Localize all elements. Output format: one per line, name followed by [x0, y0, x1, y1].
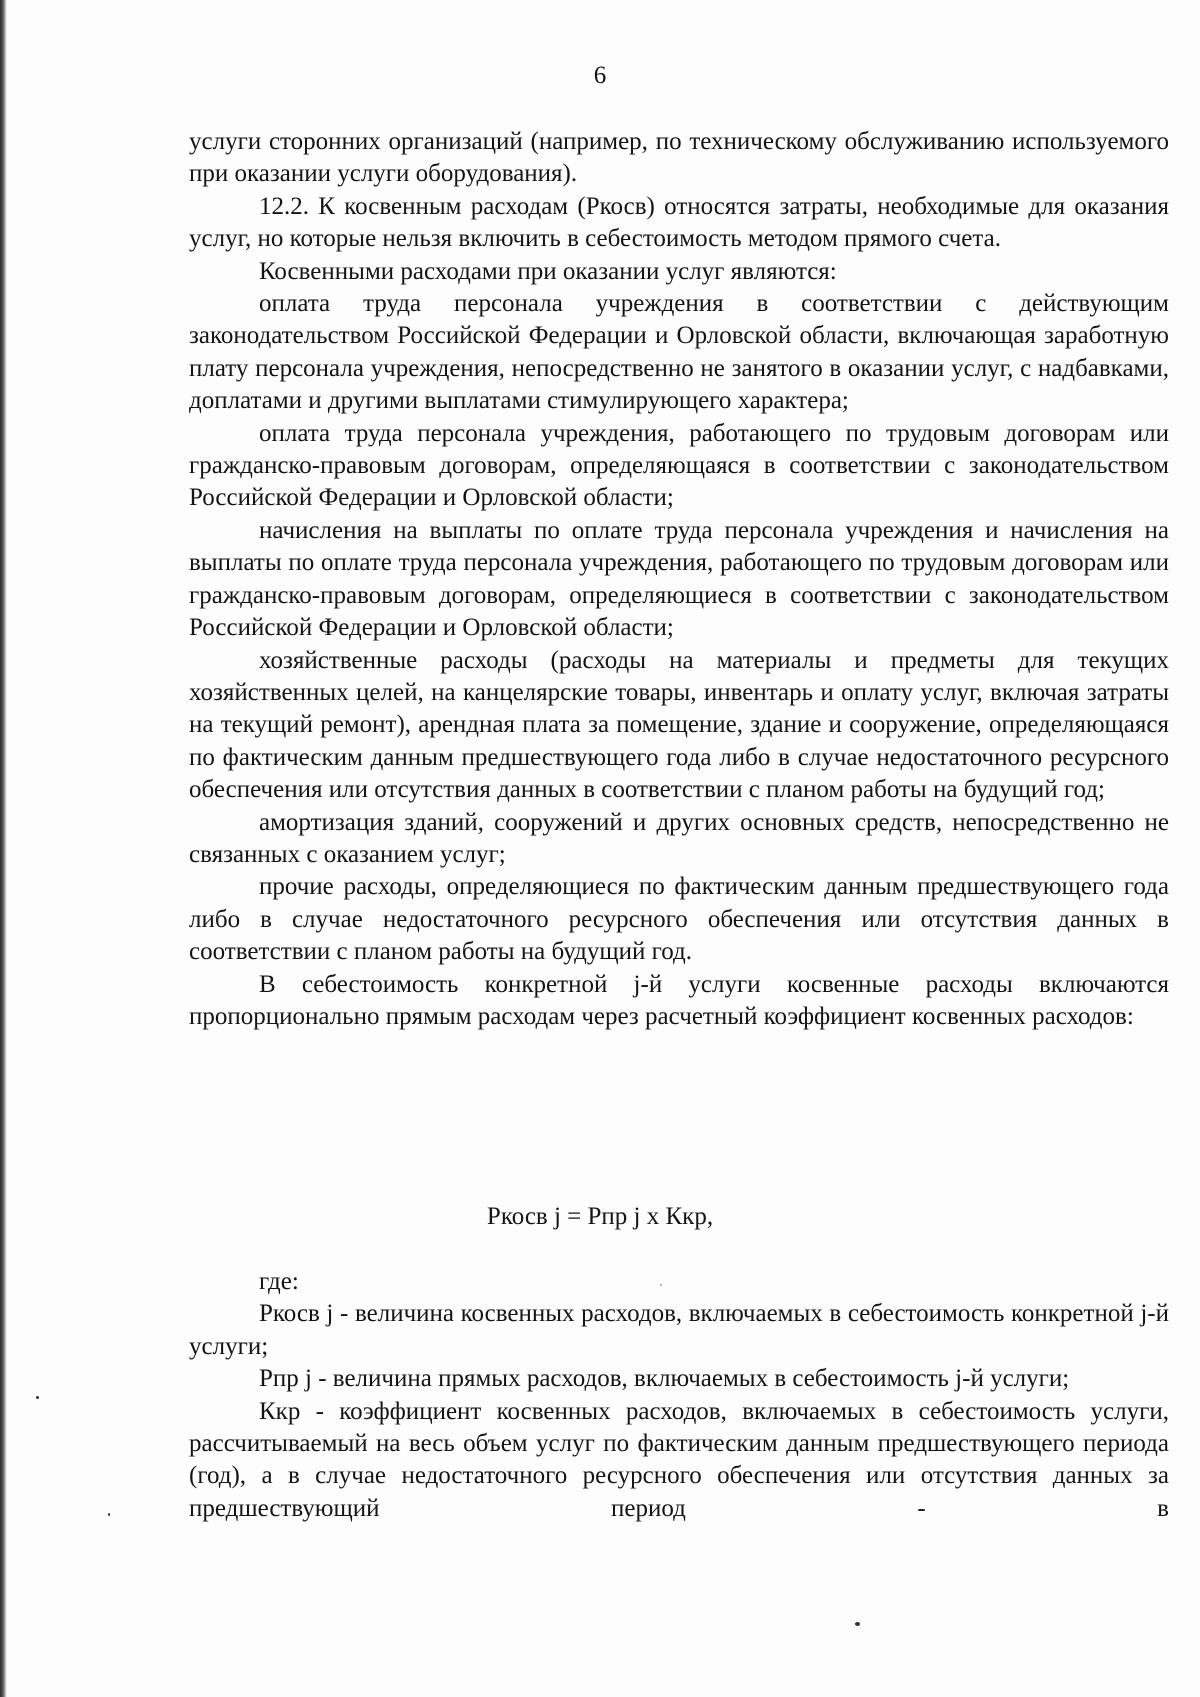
body-text [189, 126, 1169, 1033]
paragraph: Косвенными расходами при оказании услуг являются: [259, 257, 837, 285]
definition-item: Рпр j - величина прямых расходов, включаемых в себестоимость j-й услуги; [259, 1365, 1070, 1393]
scan-speck [855, 1622, 860, 1626]
scan-speck [108, 1513, 110, 1516]
formula: Ркосв j = Рпр j х Ккр, [486, 1203, 714, 1230]
page-number: 6 [593, 62, 607, 89]
paragraph: услуги сторонних организаций (например, по техническому обслуживанию используемого при оказании услуги оборудования). [189, 128, 1169, 188]
paragraph: начисления на выплаты по оплате труда персонала учреждения и начисления на выплаты по оплате труда персонала учреждения, работающего по трудовым договорам или гражданско-правовым договорам, определяющиеся в соответствии с законодательством Российской Федерации и Орловской области; [189, 516, 1169, 642]
paragraph: хозяйственные расходы (расходы на материалы и предметы для текущих хозяйственных целей, на канцелярские товары, инвентарь и оплату услуг, включая затраты на текущий ремонт), арендная плата за помещение, здание и сооружение, определяющаяся по фактическим данным предшествующего года либо в случае недостаточного ресурсного обеспечения или отсутствия данных в соответствии с планом работы на будущий год; [189, 646, 1169, 804]
definitions [189, 1266, 1169, 1525]
scan-speck [660, 1284, 662, 1286]
scan-edge [0, 0, 7, 1697]
paragraph: оплата труда персонала учреждения в соответствии с действующим законодательством Российской Федерации и Орловской области, включающая заработную плату персонала учреждения, непосредственно не занятого в оказании услуг, с надбавками, доплатами и другими выплатами стимулирующего характера; [189, 290, 1169, 415]
definitions-intro: где: [259, 1268, 299, 1295]
scan-speck [36, 1396, 39, 1399]
definition-item: Ккр - коэффициент косвенных расходов, включаемых в себестоимость услуги, рассчитываемый на весь объем услуг по фактическим данным предшествующего периода (год), а в случае недостаточного ресурсного обеспечения или отсутствия данных за предшествующий период - в [189, 1397, 1169, 1522]
paragraph: В себестоимость конкретной j-й услуги косвенные расходы включаются пропорционально прямым расходам через расчетный коэффициент косвенных расходов: [189, 970, 1169, 1030]
paragraph: оплата труда персонала учреждения, работающего по трудовым договорам или гражданско-правовым договорам, определяющаяся в соответствии с законодательством Российской Федерации и Орловской области; [189, 419, 1169, 512]
paragraph: 12.2. К косвенным расходам (Ркосв) относятся затраты, необходимые для оказания услуг, но которые нельзя включить в себестоимость методом прямого счета. [189, 192, 1169, 253]
paragraph: амортизация зданий, сооружений и других основных средств, непосредственно не связанных с оказанием услуг; [189, 808, 1169, 868]
definition-item: Ркосв j - величина косвенных расходов, включаемых в себестоимость конкретной j-й услуги; [189, 1300, 1169, 1360]
paragraph: прочие расходы, определяющиеся по фактическим данным предшествующего года либо в случае недостаточного ресурсного обеспечения или отсутствия данных в соответствии с планом работы на будущий год. [189, 873, 1169, 966]
